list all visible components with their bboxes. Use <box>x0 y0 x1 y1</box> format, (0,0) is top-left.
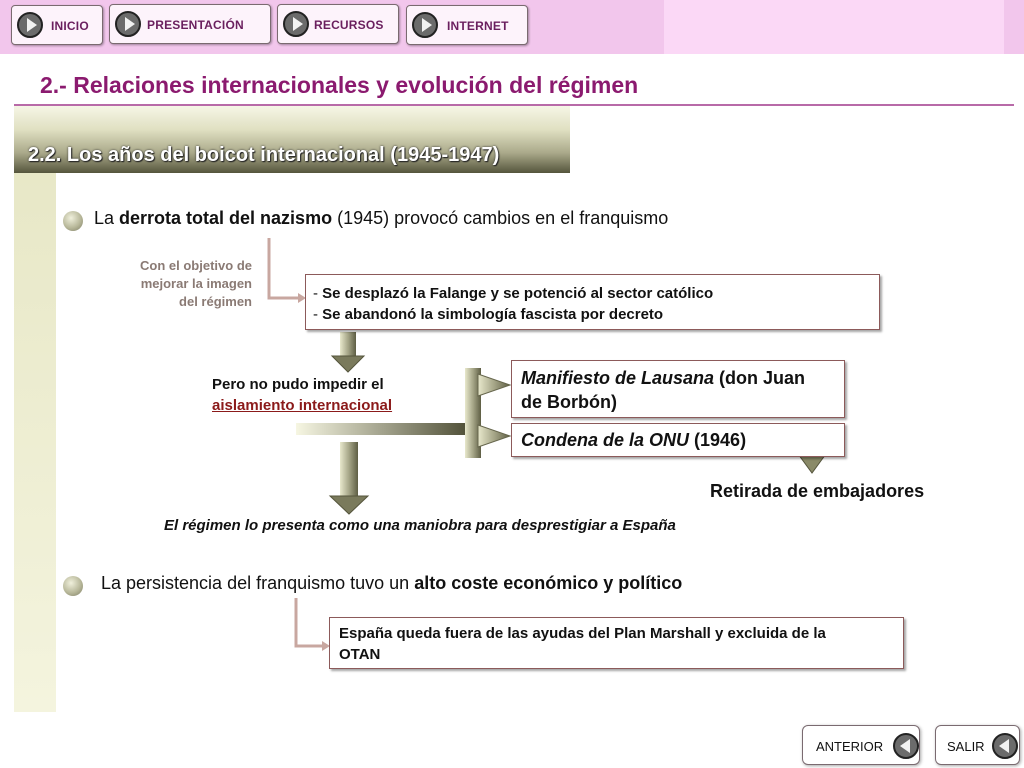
point1-text <box>94 208 668 229</box>
bullet-icon <box>63 211 83 231</box>
lausana-box <box>511 360 845 418</box>
dash: - <box>313 306 318 323</box>
salir-label: SALIR <box>947 739 985 754</box>
nav-presentacion-label: PRESENTACIÓN <box>147 18 244 32</box>
marshall-line-2: OTAN <box>339 646 381 663</box>
lausana-title: Manifiesto de Lausana <box>521 368 715 388</box>
down-arrow-shaft <box>340 332 356 358</box>
section-subtitle: 2.2. Los años del boicot internacional (1945-1947) <box>28 144 500 166</box>
page-title: 2.- Relaciones internacionales y evolución del régimen <box>40 72 639 98</box>
onu-box <box>511 423 845 457</box>
elbow-connector <box>269 238 298 298</box>
changes-item-1 <box>313 285 713 302</box>
point1-pre: La <box>94 208 120 228</box>
salir-button[interactable] <box>935 725 1020 765</box>
point2-bold: alto coste económico y político <box>414 573 683 593</box>
onu-year: (1946) <box>689 430 747 450</box>
note-line-2: mejorar la imagen <box>140 276 252 291</box>
changes-item-1-text: Se desplazó la Falange y se potenció al sector católico <box>322 285 714 302</box>
lausana-line-1 <box>521 368 805 389</box>
anterior-button[interactable] <box>802 725 920 765</box>
isolation-link[interactable]: aislamiento internacional <box>212 397 393 414</box>
point1-rest: (1945) provocó cambios en el franquismo <box>332 208 669 228</box>
objective-note <box>96 257 252 311</box>
right-arrow-lausana-icon <box>478 374 510 396</box>
point2-pre: La persistencia del franquismo tuvo un <box>101 573 415 593</box>
lausana-rest: (don Juan <box>714 368 806 388</box>
note-line-1: Con el objetivo de <box>140 258 252 273</box>
down-arrow-2-shaft <box>340 442 358 498</box>
elbow-connector-2 <box>296 598 322 646</box>
bullet-icon <box>63 576 83 596</box>
right-arrow-onu-icon <box>478 425 510 447</box>
changes-item-2 <box>313 306 663 323</box>
anterior-label: ANTERIOR <box>816 739 884 754</box>
back-arrow-icon <box>992 733 1018 759</box>
isolation-line-1: Pero no pudo impedir el <box>212 376 384 393</box>
down-arrow-1-icon <box>332 356 364 372</box>
nav-inicio-label: INICIO <box>51 19 89 33</box>
onu-title: Condena de la ONU <box>521 430 690 450</box>
lausana-line-2: de Borbón) <box>521 392 617 412</box>
point1-bold: derrota total del nazismo <box>119 208 333 228</box>
down-arrow-2-icon <box>330 496 368 514</box>
note-line-3: del régimen <box>179 294 252 309</box>
changes-item-2-text: Se abandonó la simbología fascista por decreto <box>322 306 664 323</box>
point2-text <box>101 573 682 594</box>
nav-recursos-label: RECURSOS <box>314 18 384 32</box>
back-arrow-icon <box>893 733 919 759</box>
changes-box <box>305 274 880 330</box>
horizontal-arrow <box>296 423 470 435</box>
maniobra-text: El régimen lo presenta como una maniobra para desprestigiar a España <box>164 517 676 534</box>
nav-internet-label: INTERNET <box>447 19 509 33</box>
marshall-line-1: España queda fuera de las ayudas del Plan Marshall y excluida de la <box>339 625 826 642</box>
dash: - <box>313 285 318 302</box>
embajadores-text: Retirada de embajadores <box>710 481 925 501</box>
onu-text <box>521 430 746 451</box>
marshall-box <box>329 617 904 669</box>
